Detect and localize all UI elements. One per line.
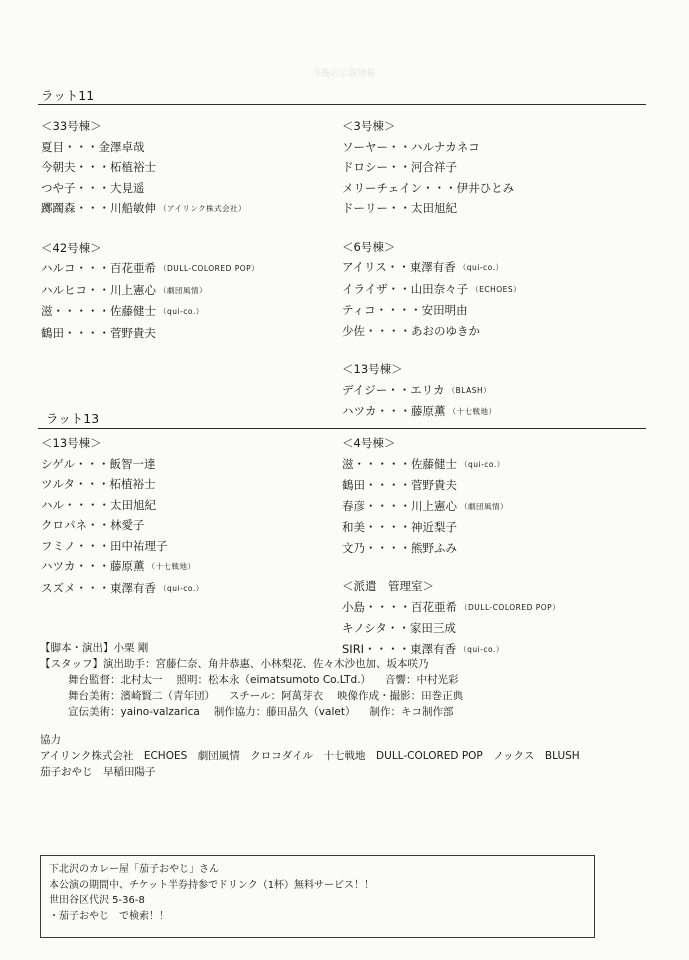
cast-actor-name: 川上憲心: [110, 282, 156, 297]
cast-row: [342, 178, 521, 199]
cast-actor-name: エリカ: [410, 382, 445, 397]
cast-row: [41, 495, 204, 516]
cast-row: [41, 323, 259, 344]
cast-actor-name: 柘植裕士: [109, 477, 156, 491]
rat13-right-column: [342, 433, 560, 660]
cast-role: ソーヤー・・: [342, 139, 411, 154]
cast-actor-name: 神近梨子: [411, 520, 457, 534]
cast-role: ツルタ・・・: [41, 477, 110, 491]
cast-row: [41, 556, 204, 578]
cast-affiliation: （qui-co.）: [159, 307, 204, 316]
cast-row: [342, 475, 560, 496]
cast-row: [342, 198, 521, 219]
cast-actor-name: 東澤有香: [409, 260, 456, 274]
cast-role: スズメ・・・: [41, 580, 110, 595]
cast-actor-name: 山田奈々子: [410, 281, 469, 296]
cast-actor-name: 菅野貴夫: [411, 478, 457, 492]
cast-row: [41, 515, 204, 536]
cast-row: [342, 618, 560, 639]
cast-role: 滋・・・・・: [342, 456, 411, 471]
cast-group-heading: ＜6号棟＞: [342, 239, 396, 254]
cast-affiliation: （DULL-COLORED POP）: [159, 264, 260, 273]
cast-group: [342, 433, 560, 558]
notice-line-search: ・茄子おやじ で検索！！: [49, 910, 169, 922]
cast-actor-name: 熊野ふみ: [411, 540, 457, 555]
rat13-title: ラット13: [46, 411, 100, 426]
cast-actor-name: 百花亜希: [110, 261, 156, 275]
cast-actor-name: 川上憲心: [411, 498, 457, 513]
cast-group: [41, 116, 259, 220]
cast-row: [342, 401, 521, 423]
staff-label: 【スタッフ】: [40, 658, 103, 670]
cast-actor-name: 藤原薫: [110, 559, 145, 573]
cast-role: 滋・・・・・: [41, 304, 110, 318]
staff-assistant-directors: 演出助手：宮藤仁奈、角井恭惠、小林梨花、佐々木沙也加、坂本咲乃: [103, 658, 429, 670]
staff-credit-2: [40, 672, 580, 688]
cast-row: [342, 538, 560, 559]
cast-row: [41, 578, 204, 600]
cooperation-list-1: アイリンク株式会社 ECHOES 劇団風情 クロコダイル 十七戦地 DULL-COLORED POP ノックス BLUSH: [40, 750, 580, 762]
script-credit: 【脚本・演出】小栗 剛: [40, 642, 149, 654]
cooperation-label: 協力: [40, 734, 61, 746]
cast-affiliation: （十七戦地）: [147, 562, 196, 571]
cast-actor-name: 柘植裕士: [110, 160, 156, 174]
cast-actor-name: 太田旭紀: [110, 497, 156, 512]
notice-line-address: 世田谷区代沢 5-36-8: [49, 895, 145, 906]
cast-actor-name: 川船敏伸: [110, 201, 156, 215]
cast-actor-name: 百花亜希: [411, 599, 457, 614]
staff-sound: 音響：中村光彩: [385, 674, 459, 686]
cast-affiliation: （アイリンク株式会社）: [159, 204, 247, 213]
cast-role: 今朝夫・・・: [41, 160, 110, 174]
cast-actor-name: 家田三成: [409, 621, 456, 635]
cast-affiliation: （qui-co.）: [458, 263, 504, 272]
cast-affiliation: （ECHOES）: [471, 284, 522, 294]
cast-role: 少佐・・・・: [342, 323, 411, 338]
staff-production-support: 制作協力：藤田晶久（valet）: [213, 706, 356, 718]
cast-row: [41, 258, 259, 280]
cast-actor-name: 田中祐理子: [110, 538, 168, 553]
cast-row: [41, 280, 259, 302]
cast-actor-name: 飯智一達: [109, 456, 156, 471]
cast-row: [41, 301, 259, 323]
cast-group-heading: ＜派遣 管理室＞: [342, 579, 434, 593]
cast-affiliation: （qui-co.）: [459, 644, 504, 654]
cast-affiliation: （劇団風情）: [460, 501, 508, 511]
cast-role: ティコ・・・・: [342, 303, 422, 317]
staff-publicity-art: 宣伝美術：yaino-valzarica: [68, 706, 200, 718]
cast-group: [342, 237, 521, 342]
cast-row: [41, 137, 259, 158]
rat11-title: ラット11: [41, 88, 95, 103]
staff-lighting: 照明：松本永（eimatsumoto Co.LTd.）: [176, 674, 372, 686]
cast-actor-name: 東澤有香: [110, 580, 156, 595]
staff-video: 映像作成・撮影：田巻正典: [337, 690, 464, 702]
cast-affiliation: （BLASH）: [447, 385, 492, 395]
cooperation-list-2: 茄子おやじ 早稲田陽子: [40, 766, 156, 778]
rat11-right-column: [342, 116, 521, 423]
cast-role: メリーチェイン・・・: [342, 180, 457, 195]
cast-role: クロパネ・・: [41, 518, 110, 532]
cast-actor-name: 河合祥子: [411, 160, 457, 174]
cast-actor-name: 佐藤健士: [110, 304, 156, 318]
cast-row: [41, 454, 204, 475]
rat13-left-column: [41, 433, 204, 599]
cast-affiliation: （qui-co.）: [460, 459, 505, 469]
cast-row: [342, 597, 560, 619]
cast-actor-name: 佐藤健士: [411, 456, 457, 471]
rat13-divider: [38, 428, 646, 429]
notice-line-service: 本公演の期間中、チケット半券持参でドリンク（1杯）無料サービス！！: [49, 879, 375, 891]
cast-role: ドロシー・・: [342, 160, 411, 174]
staff-credit-1: [40, 656, 580, 672]
cast-actor-name: あおのゆきか: [411, 323, 480, 338]
cast-actor-name: 安田明由: [421, 303, 468, 317]
cast-row: [41, 536, 204, 557]
cast-role: シゲル・・・: [41, 456, 110, 471]
cast-role: 春彦・・・・: [342, 498, 411, 513]
cast-role: アイリス・・: [342, 260, 410, 274]
cast-role: ハル・・・・: [41, 497, 110, 512]
cast-row: [342, 454, 560, 476]
cast-group-heading: ＜13号棟＞: [342, 362, 403, 376]
cast-affiliation: （qui-co.）: [159, 583, 204, 593]
cast-role: デイジー・・: [342, 382, 411, 397]
cast-row: [342, 157, 521, 178]
cast-affiliation: （十七戦地）: [448, 407, 497, 416]
cast-role: 小島・・・・: [342, 599, 411, 614]
cast-group: [342, 116, 521, 219]
cast-role: ハルヒコ・・: [41, 282, 110, 297]
cast-group: [342, 359, 521, 423]
cast-actor-name: 太田旭紀: [411, 201, 457, 215]
staff-stage-art: 舞台美術：濱崎賢二（青年団）: [68, 690, 215, 702]
cast-affiliation: （劇団風情）: [159, 285, 207, 295]
cast-role: 文乃・・・・: [342, 540, 411, 555]
cast-role: イライザ・・: [342, 281, 411, 296]
cast-role: 躑躅森・・・: [41, 201, 110, 215]
staff-stage-manager: 舞台監督：北村太一: [68, 674, 163, 686]
cast-role: 鶴田・・・・: [342, 478, 411, 492]
cast-row: [342, 279, 521, 301]
cast-role: ドーリー・・: [342, 201, 411, 215]
staff-credit-4: [40, 704, 580, 720]
cast-row: [342, 496, 560, 518]
cast-group: [41, 433, 204, 599]
cast-actor-name: 藤原薫: [411, 404, 446, 418]
cast-row: [342, 257, 521, 279]
cast-group-heading: ＜33号棟＞: [41, 119, 102, 133]
cast-role: つや子・・・: [41, 180, 110, 195]
cast-row: [41, 198, 259, 220]
cast-row: [41, 178, 259, 199]
curry-shop-notice-box: [40, 855, 595, 938]
cast-affiliation: （DULL-COLORED POP）: [460, 602, 561, 612]
cast-role: SIRI・・・・: [342, 641, 411, 656]
cast-group: [41, 238, 259, 344]
staff-credit-3: [40, 688, 580, 704]
cast-actor-name: 林愛子: [110, 518, 145, 532]
cast-role: 鶴田・・・・: [41, 325, 110, 340]
cast-role: ハツカ・・・: [41, 559, 110, 573]
cast-role: 夏目・・・: [41, 139, 99, 154]
cast-row: [342, 380, 521, 402]
cast-role: フミノ・・・: [41, 538, 110, 553]
cast-group-heading: ＜42号棟＞: [41, 240, 102, 255]
cast-actor-name: 金澤卓哉: [98, 139, 145, 154]
rat11-divider: [38, 104, 646, 105]
cast-actor-name: 東澤有香: [410, 641, 457, 656]
cast-row: [41, 157, 259, 178]
cast-row: [41, 474, 204, 495]
cast-role: キノシタ・・: [342, 621, 410, 635]
cast-group-heading: ＜4号棟＞: [342, 436, 396, 450]
credits: [40, 640, 580, 780]
cast-actor-name: 菅野貴夫: [110, 325, 156, 340]
cast-role: ハツカ・・・: [342, 404, 411, 418]
staff-still: スチール：阿萬芽衣: [229, 690, 324, 702]
cast-row: [342, 300, 521, 321]
cast-actor-name: 大見遥: [110, 180, 145, 195]
cast-actor-name: ハルナカネコ: [411, 139, 480, 154]
cast-group-heading: ＜3号棟＞: [342, 119, 396, 133]
cast-row: [342, 137, 521, 158]
cast-group-heading: ＜13号棟＞: [41, 436, 102, 450]
cast-row: [342, 517, 560, 538]
show-through-header: 今後の公演情報: [312, 69, 376, 79]
notice-line-shop: 下北沢のカレー屋「茄子おやじ」さん: [49, 864, 219, 875]
cast-actor-name: 伊井ひとみ: [456, 180, 515, 195]
cast-role: 和美・・・・: [342, 520, 411, 534]
cast-role: ハルコ・・・: [41, 261, 110, 275]
cast-row: [342, 321, 521, 342]
staff-production: 制作：キコ制作部: [369, 706, 454, 718]
rat11-left-column: [41, 116, 259, 343]
